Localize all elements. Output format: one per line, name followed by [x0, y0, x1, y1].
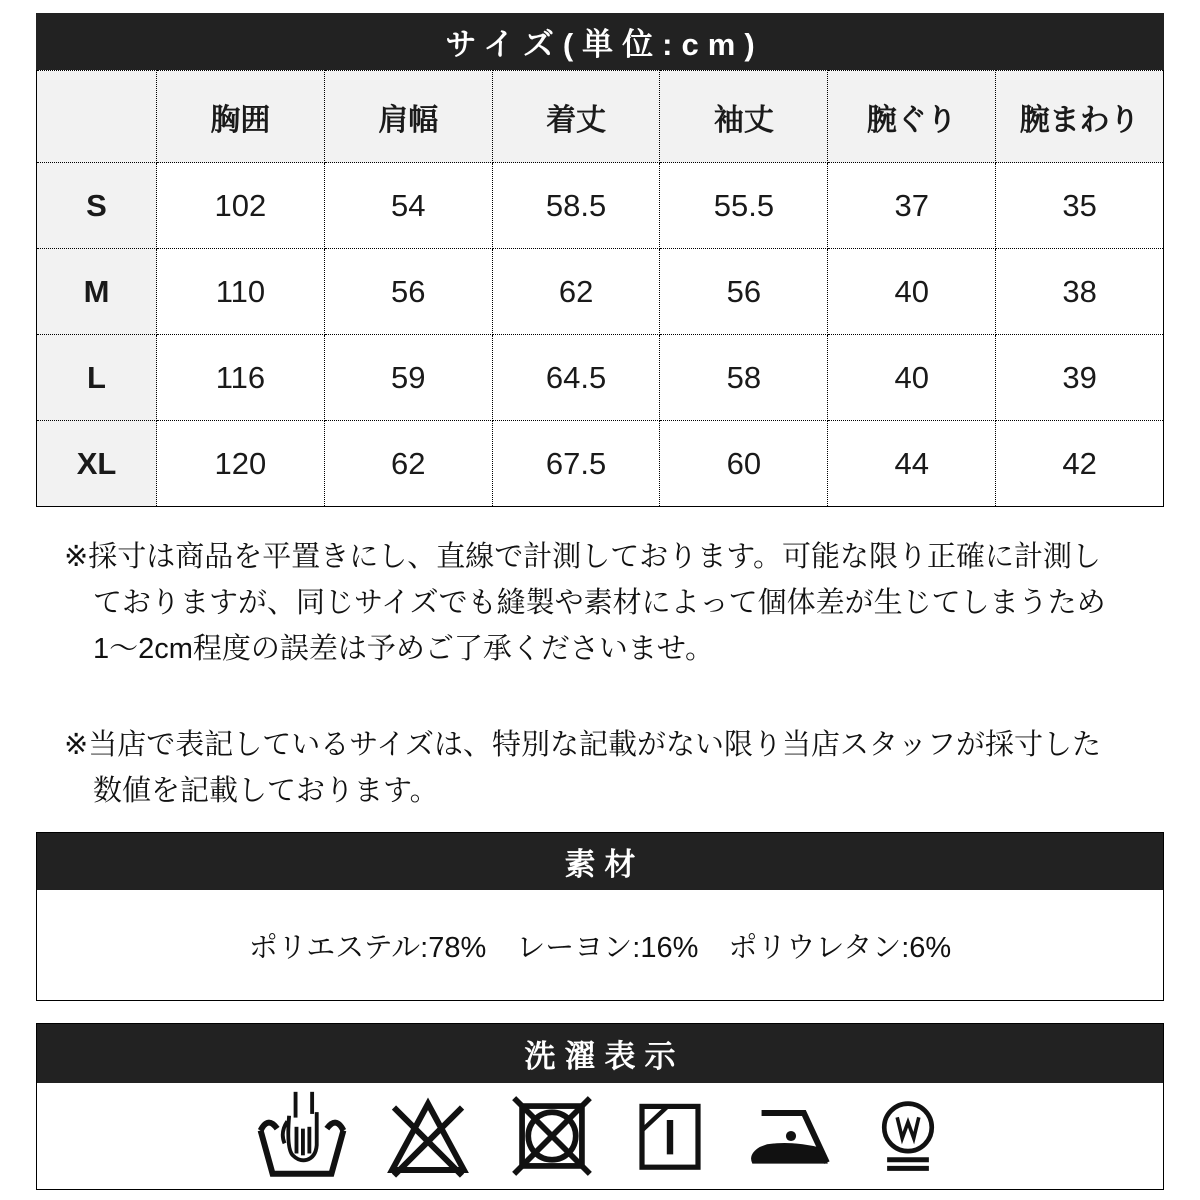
size-cell: 39	[996, 335, 1164, 421]
size-cell: 116	[157, 335, 325, 421]
size-cell: 62	[492, 249, 660, 335]
size-cell: 102	[157, 163, 325, 249]
laundry-section	[36, 1023, 1164, 1190]
size-cell: 67.5	[492, 421, 660, 507]
size-table	[36, 70, 1164, 507]
size-row-label: S	[37, 163, 157, 249]
column-header-bust: 胸囲	[157, 71, 325, 163]
iron-low-heat-icon	[744, 1090, 838, 1182]
size-cell: 37	[828, 163, 996, 249]
size-section-title: サイズ(単位:cm)	[445, 27, 764, 62]
do-not-bleach-icon	[382, 1090, 474, 1182]
measurement-note	[64, 534, 1136, 672]
material-title: 素材	[564, 847, 645, 882]
size-cell: 42	[996, 421, 1164, 507]
do-not-tumble-dry-icon	[508, 1090, 596, 1182]
size-cell: 55.5	[660, 163, 828, 249]
size-cell: 44	[828, 421, 996, 507]
size-section-title-bar	[36, 13, 1164, 70]
size-cell: 62	[324, 421, 492, 507]
note-line: ※当店で表記しているサイズは、特別な記載がない限り当店スタッフが採寸した	[64, 729, 1101, 761]
laundry-icons-row	[37, 1083, 1163, 1189]
material-item-rayon: レーヨン:16%	[516, 931, 699, 964]
wet-cleaning-gentle-icon	[872, 1090, 944, 1182]
size-row-label: M	[37, 249, 157, 335]
laundry-title-bar	[37, 1024, 1163, 1083]
size-cell: 64.5	[492, 335, 660, 421]
column-header-arm-circumference: 腕まわり	[996, 71, 1164, 163]
staff-measurement-note	[64, 722, 1136, 814]
size-cell: 35	[996, 163, 1164, 249]
size-cell: 60	[660, 421, 828, 507]
size-cell: 58.5	[492, 163, 660, 249]
note-line: 数値を記載しております。	[93, 775, 439, 807]
material-section	[36, 832, 1164, 1001]
column-header-armhole: 腕ぐり	[828, 71, 996, 163]
size-cell: 38	[996, 249, 1164, 335]
size-row-l	[37, 335, 1164, 421]
size-cell: 58	[660, 335, 828, 421]
size-row-label: XL	[37, 421, 157, 507]
material-item-polyester: ポリエステル:78%	[248, 931, 487, 964]
corner-cell	[37, 71, 157, 163]
laundry-title: 洗濯表示	[524, 1039, 685, 1074]
size-cell: 56	[660, 249, 828, 335]
size-row-xl	[37, 421, 1164, 507]
note-line: ※採寸は商品を平置きにし、直線で計測しております。可能な限り正確に計測し	[64, 541, 1101, 573]
size-cell: 40	[828, 249, 996, 335]
hand-wash-icon	[256, 1090, 348, 1182]
material-item-polyurethane: ポリウレタン:6%	[728, 931, 952, 964]
size-table-header-row	[37, 71, 1164, 163]
notes	[64, 534, 1136, 814]
column-header-shoulder: 肩幅	[324, 71, 492, 163]
line-dry-in-shade-icon	[630, 1090, 710, 1182]
size-cell: 120	[157, 421, 325, 507]
size-row-label: L	[37, 335, 157, 421]
size-cell: 110	[157, 249, 325, 335]
size-row-s	[37, 163, 1164, 249]
size-cell: 56	[324, 249, 492, 335]
column-header-sleeve: 袖丈	[660, 71, 828, 163]
note-line: ておりますが、同じサイズでも縫製や素材によって個体差が生じてしまうため	[93, 587, 1106, 619]
note-line: 1〜2cm程度の誤差は予めご了承くださいませ。	[93, 633, 715, 665]
size-cell: 59	[324, 335, 492, 421]
size-section	[36, 13, 1164, 507]
size-cell: 54	[324, 163, 492, 249]
size-row-m	[37, 249, 1164, 335]
size-cell: 40	[828, 335, 996, 421]
column-header-length: 着丈	[492, 71, 660, 163]
material-composition	[37, 890, 1163, 1000]
material-title-bar	[37, 833, 1163, 890]
